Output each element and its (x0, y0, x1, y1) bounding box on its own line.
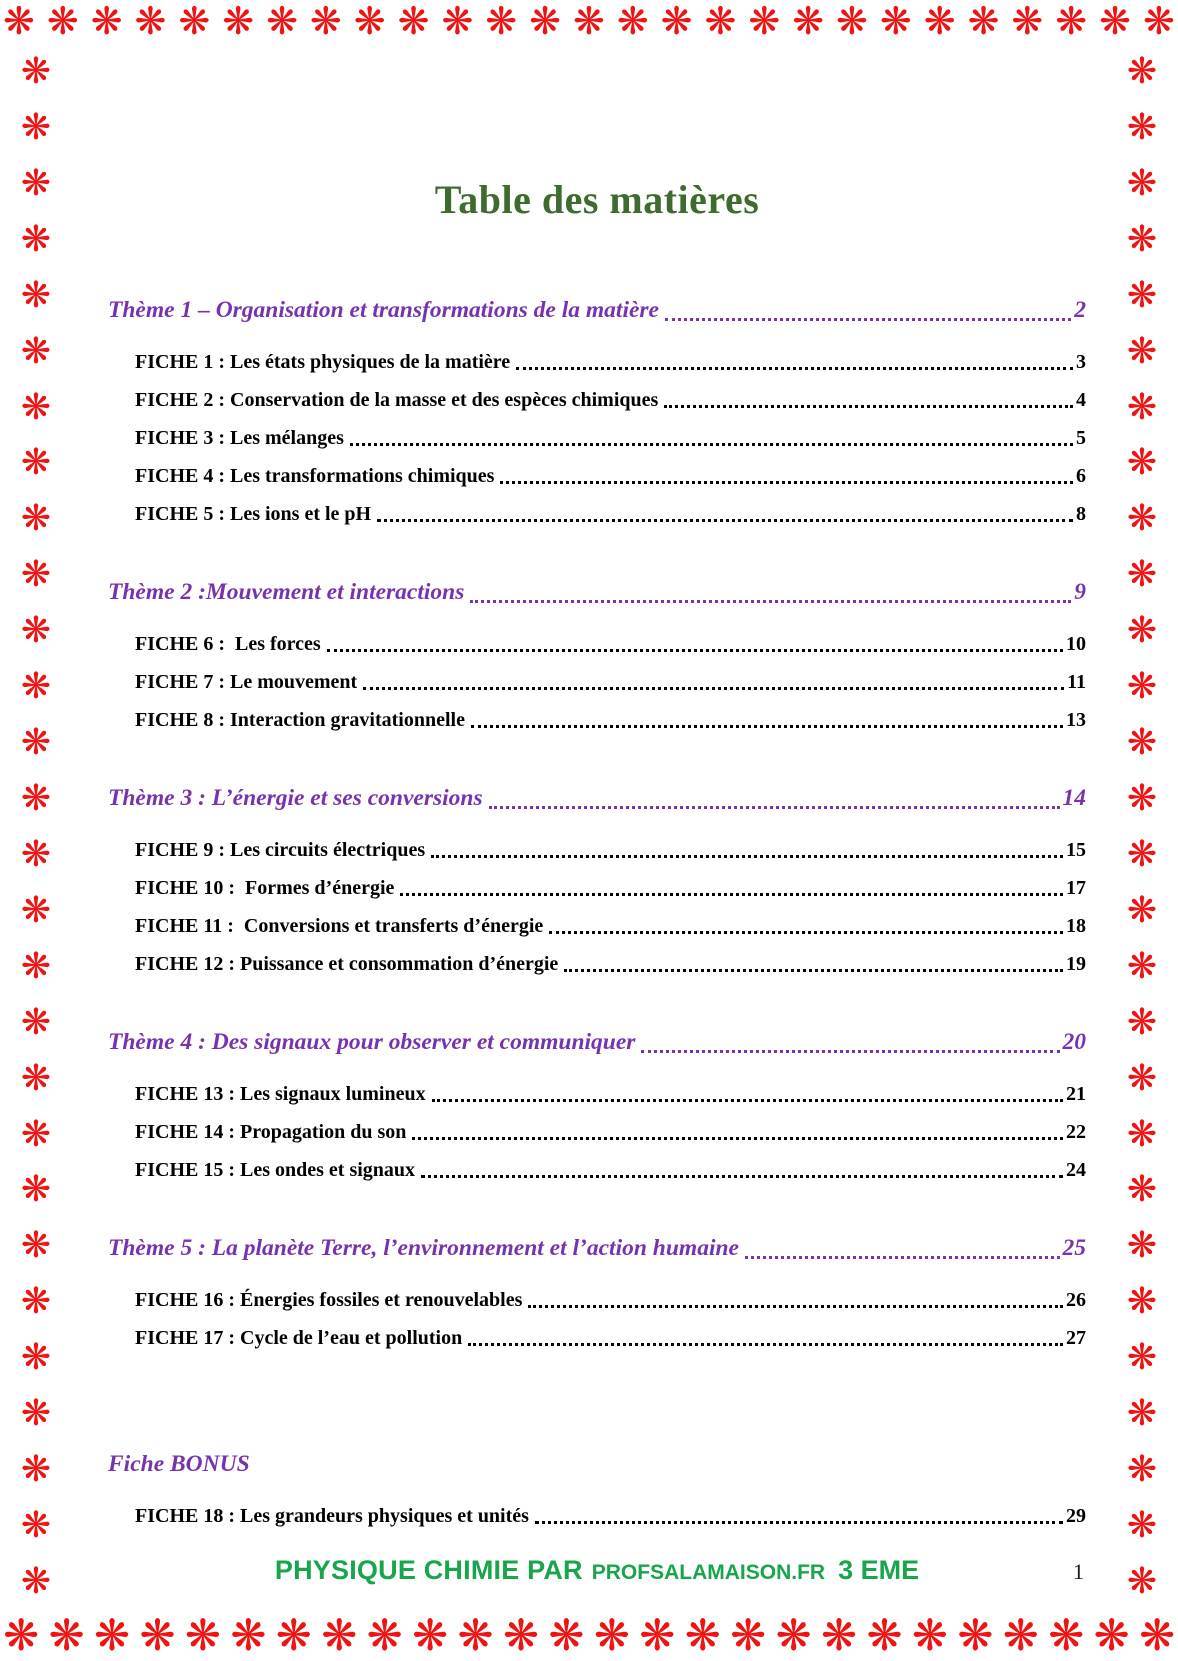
toc-theme-page-number: 20 (1062, 1029, 1086, 1055)
flower-asterisk-icon: ❋ (20, 330, 52, 372)
page-title: Table des matières (434, 177, 760, 222)
toc-theme-label: Thème 3 : L’énergie et ses conversions (108, 785, 483, 811)
flower-asterisk-icon: ❋ (20, 1393, 52, 1435)
toc-entry-label: FICHE 12 : Puissance et consommation d’énergie (135, 953, 559, 975)
flower-asterisk-icon: ❋ (1126, 218, 1158, 260)
flower-asterisk-icon: ❋ (1138, 1611, 1175, 1661)
dot-leader (377, 519, 1073, 522)
flower-asterisk-icon: ❋ (90, 0, 123, 43)
dot-leader (564, 969, 1063, 972)
flower-asterisk-icon: ❋ (46, 0, 79, 43)
flower-asterisk-icon: ❋ (20, 1225, 52, 1267)
toc-theme[interactable] (108, 1449, 1086, 1480)
dot-leader (350, 443, 1073, 446)
toc-theme-page-number: 14 (1062, 785, 1086, 811)
toc-entry-label: FICHE 2 : Conservation de la masse et des espèces chimiques (135, 389, 659, 411)
toc-entry-label: FICHE 14 : Propagation du son (135, 1121, 407, 1143)
flower-asterisk-icon: ❋ (48, 1611, 85, 1661)
flower-asterisk-icon: ❋ (1126, 162, 1158, 204)
flower-asterisk-icon: ❋ (1126, 1504, 1158, 1546)
flower-asterisk-icon: ❋ (20, 945, 52, 987)
flower-asterisk-icon: ❋ (20, 274, 52, 316)
dot-leader (516, 367, 1073, 370)
flower-asterisk-icon: ❋ (1126, 1449, 1158, 1491)
flower-asterisk-icon: ❋ (792, 0, 825, 43)
flower-asterisk-icon: ❋ (1126, 833, 1158, 875)
flower-asterisk-icon: ❋ (20, 498, 52, 540)
flower-asterisk-icon: ❋ (20, 1504, 52, 1546)
toc-entry-label: FICHE 8 : Interaction gravitationnelle (135, 709, 465, 731)
dot-leader (664, 405, 1073, 408)
toc-entry-page-number: 29 (1066, 1505, 1086, 1527)
flower-asterisk-icon: ❋ (353, 0, 386, 43)
toc-entry-label: FICHE 6 : Les forces (135, 633, 321, 655)
flower-asterisk-icon: ❋ (266, 0, 298, 43)
toc-entry[interactable] (108, 350, 1086, 375)
toc-entry-page-number: 13 (1066, 709, 1086, 731)
flower-asterisk-icon: ❋ (923, 0, 956, 43)
flower-asterisk-icon: ❋ (1099, 0, 1131, 43)
flower-asterisk-icon: ❋ (879, 0, 912, 43)
toc-entry-label: FICHE 13 : Les signaux lumineux (135, 1083, 426, 1105)
flower-asterisk-icon: ❋ (660, 0, 693, 43)
toc-entry-page-number: 8 (1076, 503, 1086, 525)
flower-asterisk-icon: ❋ (639, 1611, 676, 1661)
flower-asterisk-icon: ❋ (411, 1611, 448, 1661)
flower-asterisk-icon: ❋ (441, 0, 474, 43)
flower-asterisk-icon: ❋ (321, 1611, 358, 1661)
toc-entry-label: FICHE 17 : Cycle de l’eau et pollution (135, 1327, 463, 1349)
dot-leader (535, 1521, 1063, 1524)
toc-theme[interactable] (108, 577, 1086, 608)
flower-asterisk-icon: ❋ (1126, 498, 1158, 540)
flower-asterisk-icon: ❋ (485, 0, 518, 43)
flower-asterisk-icon: ❋ (20, 442, 52, 484)
toc-entry[interactable] (108, 708, 1086, 733)
flower-asterisk-icon: ❋ (20, 51, 52, 92)
toc-entry-page-number: 3 (1076, 351, 1086, 373)
toc-entry-page-number: 22 (1066, 1121, 1086, 1143)
flower-asterisk-icon: ❋ (1126, 330, 1158, 372)
toc-entry[interactable] (108, 1082, 1086, 1107)
flower-asterisk-icon: ❋ (593, 1611, 630, 1661)
flower-asterisk-icon: ❋ (911, 1611, 948, 1661)
flower-asterisk-icon: ❋ (20, 218, 52, 260)
toc-entry-label: FICHE 16 : Énergies fossiles et renouvelables (135, 1289, 523, 1311)
flower-asterisk-icon: ❋ (1126, 1169, 1158, 1211)
dot-leader (641, 1050, 1059, 1053)
page-content (108, 0, 1086, 1529)
toc-entry-page-number: 17 (1066, 877, 1086, 899)
flower-asterisk-icon: ❋ (20, 1169, 52, 1211)
toc-entry-page-number: 21 (1066, 1083, 1086, 1105)
toc-entry[interactable] (108, 838, 1086, 863)
toc-entry-page-number: 24 (1066, 1159, 1086, 1181)
flower-asterisk-icon: ❋ (1126, 442, 1158, 484)
flower-asterisk-icon: ❋ (1126, 554, 1158, 596)
flower-asterisk-icon: ❋ (616, 0, 649, 43)
flower-asterisk-icon: ❋ (502, 1611, 539, 1661)
dot-leader (327, 649, 1063, 652)
toc-theme-label: Thème 1 – Organisation et transformations de la matière (108, 297, 659, 323)
toc-entry-label: FICHE 3 : Les mélanges (135, 427, 344, 449)
toc-entry[interactable] (108, 1288, 1086, 1313)
flower-asterisk-icon: ❋ (20, 386, 52, 428)
border-bottom (3, 1611, 1175, 1661)
flower-asterisk-icon: ❋ (20, 1113, 52, 1155)
flower-asterisk-icon: ❋ (1126, 51, 1158, 92)
toc-entry-page-number: 15 (1066, 839, 1086, 861)
flower-asterisk-icon: ❋ (20, 1281, 52, 1323)
flower-asterisk-icon: ❋ (748, 0, 781, 43)
toc-theme-page-number: 9 (1074, 579, 1086, 605)
dot-leader (431, 855, 1063, 858)
flower-asterisk-icon: ❋ (20, 554, 52, 596)
toc-entry[interactable] (108, 1504, 1086, 1529)
toc-entry-page-number: 4 (1076, 389, 1086, 411)
flower-asterisk-icon: ❋ (1126, 1393, 1158, 1435)
flower-asterisk-icon: ❋ (1126, 945, 1158, 987)
flower-asterisk-icon: ❋ (1126, 1057, 1158, 1099)
flower-asterisk-icon: ❋ (230, 1611, 267, 1661)
toc-theme-label: Fiche BONUS (108, 1451, 250, 1477)
flower-asterisk-icon: ❋ (1126, 666, 1158, 708)
flower-asterisk-icon: ❋ (275, 1611, 312, 1661)
toc-entry[interactable] (108, 632, 1086, 657)
toc-theme[interactable] (108, 1027, 1086, 1058)
flower-asterisk-icon: ❋ (20, 1337, 52, 1379)
flower-asterisk-icon: ❋ (178, 0, 211, 43)
toc-theme[interactable] (108, 1233, 1086, 1264)
flower-asterisk-icon: ❋ (20, 666, 52, 708)
flower-asterisk-icon: ❋ (20, 1449, 52, 1491)
toc-entry-label: FICHE 1 : Les états physiques de la matière (135, 351, 511, 373)
toc-theme-page-number: 2 (1074, 297, 1086, 323)
dot-leader (549, 931, 1063, 934)
dot-leader (421, 1175, 1063, 1178)
toc-entry-label: FICHE 18 : Les grandeurs physiques et unités (135, 1505, 529, 1527)
dot-leader (665, 318, 1071, 321)
flower-asterisk-icon: ❋ (967, 0, 1000, 43)
dot-leader (432, 1099, 1063, 1102)
flower-asterisk-icon: ❋ (1126, 889, 1158, 931)
toc-theme-label: Thème 5 : La planète Terre, l’environnement et l’action humaine (108, 1235, 739, 1261)
flower-asterisk-icon: ❋ (93, 1611, 130, 1661)
flower-asterisk-icon: ❋ (866, 1611, 903, 1661)
toc-entry-label: FICHE 9 : Les circuits électriques (135, 839, 426, 861)
flower-asterisk-icon: ❋ (1126, 1337, 1158, 1379)
toc-theme-label: Thème 4 : Des signaux pour observer et communiquer (108, 1029, 636, 1055)
toc-entry-page-number: 11 (1067, 671, 1086, 693)
toc-theme-page-number: 25 (1062, 1235, 1086, 1261)
flower-asterisk-icon: ❋ (529, 0, 561, 43)
toc-entry-label: FICHE 11 : Conversions et transferts d’énergie (135, 915, 544, 937)
flower-asterisk-icon: ❋ (572, 0, 605, 43)
footer-course-label: PHYSIQUE CHIMIE PAR (274, 1555, 583, 1585)
toc-entry-page-number: 6 (1076, 465, 1086, 487)
flower-asterisk-icon: ❋ (134, 0, 167, 43)
dot-leader (363, 687, 1064, 690)
toc-entry-page-number: 10 (1066, 633, 1086, 655)
flower-asterisk-icon: ❋ (1048, 1611, 1085, 1661)
toc-theme[interactable] (108, 783, 1086, 814)
dot-leader (412, 1137, 1063, 1140)
flower-asterisk-icon: ❋ (139, 1611, 176, 1661)
toc-entry-page-number: 5 (1076, 427, 1086, 449)
flower-asterisk-icon: ❋ (184, 1611, 221, 1661)
flower-asterisk-icon: ❋ (222, 0, 255, 43)
toc-entry[interactable] (108, 1326, 1086, 1351)
dot-leader (470, 600, 1071, 603)
flower-asterisk-icon: ❋ (1126, 1001, 1158, 1043)
toc-entry-label: FICHE 10 : Formes d’énergie (135, 877, 395, 899)
flower-asterisk-icon: ❋ (1093, 1611, 1130, 1661)
toc-entry[interactable] (108, 1120, 1086, 1145)
toc-entry-page-number: 19 (1066, 953, 1086, 975)
flower-asterisk-icon: ❋ (775, 1611, 812, 1661)
toc-entry-page-number: 26 (1066, 1289, 1086, 1311)
toc-entry[interactable] (108, 876, 1086, 901)
toc-entry[interactable] (108, 670, 1086, 695)
flower-asterisk-icon: ❋ (548, 1611, 585, 1661)
flower-asterisk-icon: ❋ (20, 889, 52, 931)
flower-asterisk-icon: ❋ (20, 1057, 52, 1099)
flower-asterisk-icon: ❋ (3, 1611, 40, 1661)
toc (108, 295, 1086, 1529)
flower-asterisk-icon: ❋ (1126, 386, 1158, 428)
page-footer (108, 1555, 1086, 1586)
toc-entry[interactable] (108, 426, 1086, 451)
flower-asterisk-icon: ❋ (366, 1611, 403, 1661)
toc-entry[interactable] (108, 952, 1086, 977)
flower-asterisk-icon: ❋ (1011, 0, 1044, 43)
flower-asterisk-icon: ❋ (704, 0, 737, 43)
flower-asterisk-icon: ❋ (20, 777, 52, 819)
flower-asterisk-icon: ❋ (1142, 0, 1175, 43)
flower-asterisk-icon: ❋ (820, 1611, 857, 1661)
flower-asterisk-icon: ❋ (20, 722, 52, 764)
toc-entry-page-number: 18 (1066, 915, 1086, 937)
toc-entry[interactable] (108, 1158, 1086, 1183)
flower-asterisk-icon: ❋ (1002, 1611, 1039, 1661)
toc-entry[interactable] (108, 502, 1086, 527)
flower-asterisk-icon: ❋ (1126, 106, 1158, 148)
flower-asterisk-icon: ❋ (3, 0, 35, 43)
toc-entry-label: FICHE 15 : Les ondes et signaux (135, 1159, 416, 1181)
toc-entry[interactable] (108, 914, 1086, 939)
dot-leader (471, 725, 1063, 728)
flower-asterisk-icon: ❋ (20, 106, 52, 148)
footer-level-label: 3 EME (838, 1555, 920, 1585)
toc-theme[interactable] (108, 295, 1086, 326)
toc-entry[interactable] (108, 464, 1086, 489)
border-left (14, 51, 58, 1602)
toc-entry-label: FICHE 7 : Le mouvement (135, 671, 358, 693)
flower-asterisk-icon: ❋ (309, 0, 342, 43)
border-right (1120, 51, 1164, 1602)
flower-asterisk-icon: ❋ (1126, 1560, 1158, 1602)
flower-asterisk-icon: ❋ (1055, 0, 1088, 43)
dot-leader (400, 893, 1063, 896)
dot-leader (489, 806, 1060, 809)
flower-asterisk-icon: ❋ (397, 0, 430, 43)
flower-asterisk-icon: ❋ (20, 833, 52, 875)
flower-asterisk-icon: ❋ (20, 162, 52, 204)
flower-asterisk-icon: ❋ (20, 1001, 52, 1043)
flower-asterisk-icon: ❋ (730, 1611, 767, 1661)
flower-asterisk-icon: ❋ (1126, 1113, 1158, 1155)
flower-asterisk-icon: ❋ (1126, 610, 1158, 652)
flower-asterisk-icon: ❋ (1126, 1225, 1158, 1267)
dot-leader (528, 1305, 1063, 1308)
page-number: 1 (1073, 1559, 1084, 1584)
flower-asterisk-icon: ❋ (1126, 274, 1158, 316)
toc-entry[interactable] (108, 388, 1086, 413)
flower-asterisk-icon: ❋ (1126, 1281, 1158, 1323)
flower-asterisk-icon: ❋ (684, 1611, 721, 1661)
footer-site-label: PROFSALAMAISON.FR (591, 1561, 826, 1584)
flower-asterisk-icon: ❋ (836, 0, 868, 43)
flower-asterisk-icon: ❋ (457, 1611, 494, 1661)
flower-asterisk-icon: ❋ (1126, 722, 1158, 764)
dot-leader (745, 1256, 1060, 1259)
flower-asterisk-icon: ❋ (957, 1611, 994, 1661)
flower-asterisk-icon: ❋ (1126, 777, 1158, 819)
flower-asterisk-icon: ❋ (20, 610, 52, 652)
dot-leader (500, 481, 1073, 484)
toc-entry-page-number: 27 (1066, 1327, 1086, 1349)
flower-asterisk-icon: ❋ (20, 1560, 52, 1602)
toc-theme-label: Thème 2 :Mouvement et interactions (108, 579, 465, 605)
toc-entry-label: FICHE 4 : Les transformations chimiques (135, 465, 495, 487)
toc-entry-label: FICHE 5 : Les ions et le pH (135, 503, 372, 525)
dot-leader (468, 1343, 1063, 1346)
